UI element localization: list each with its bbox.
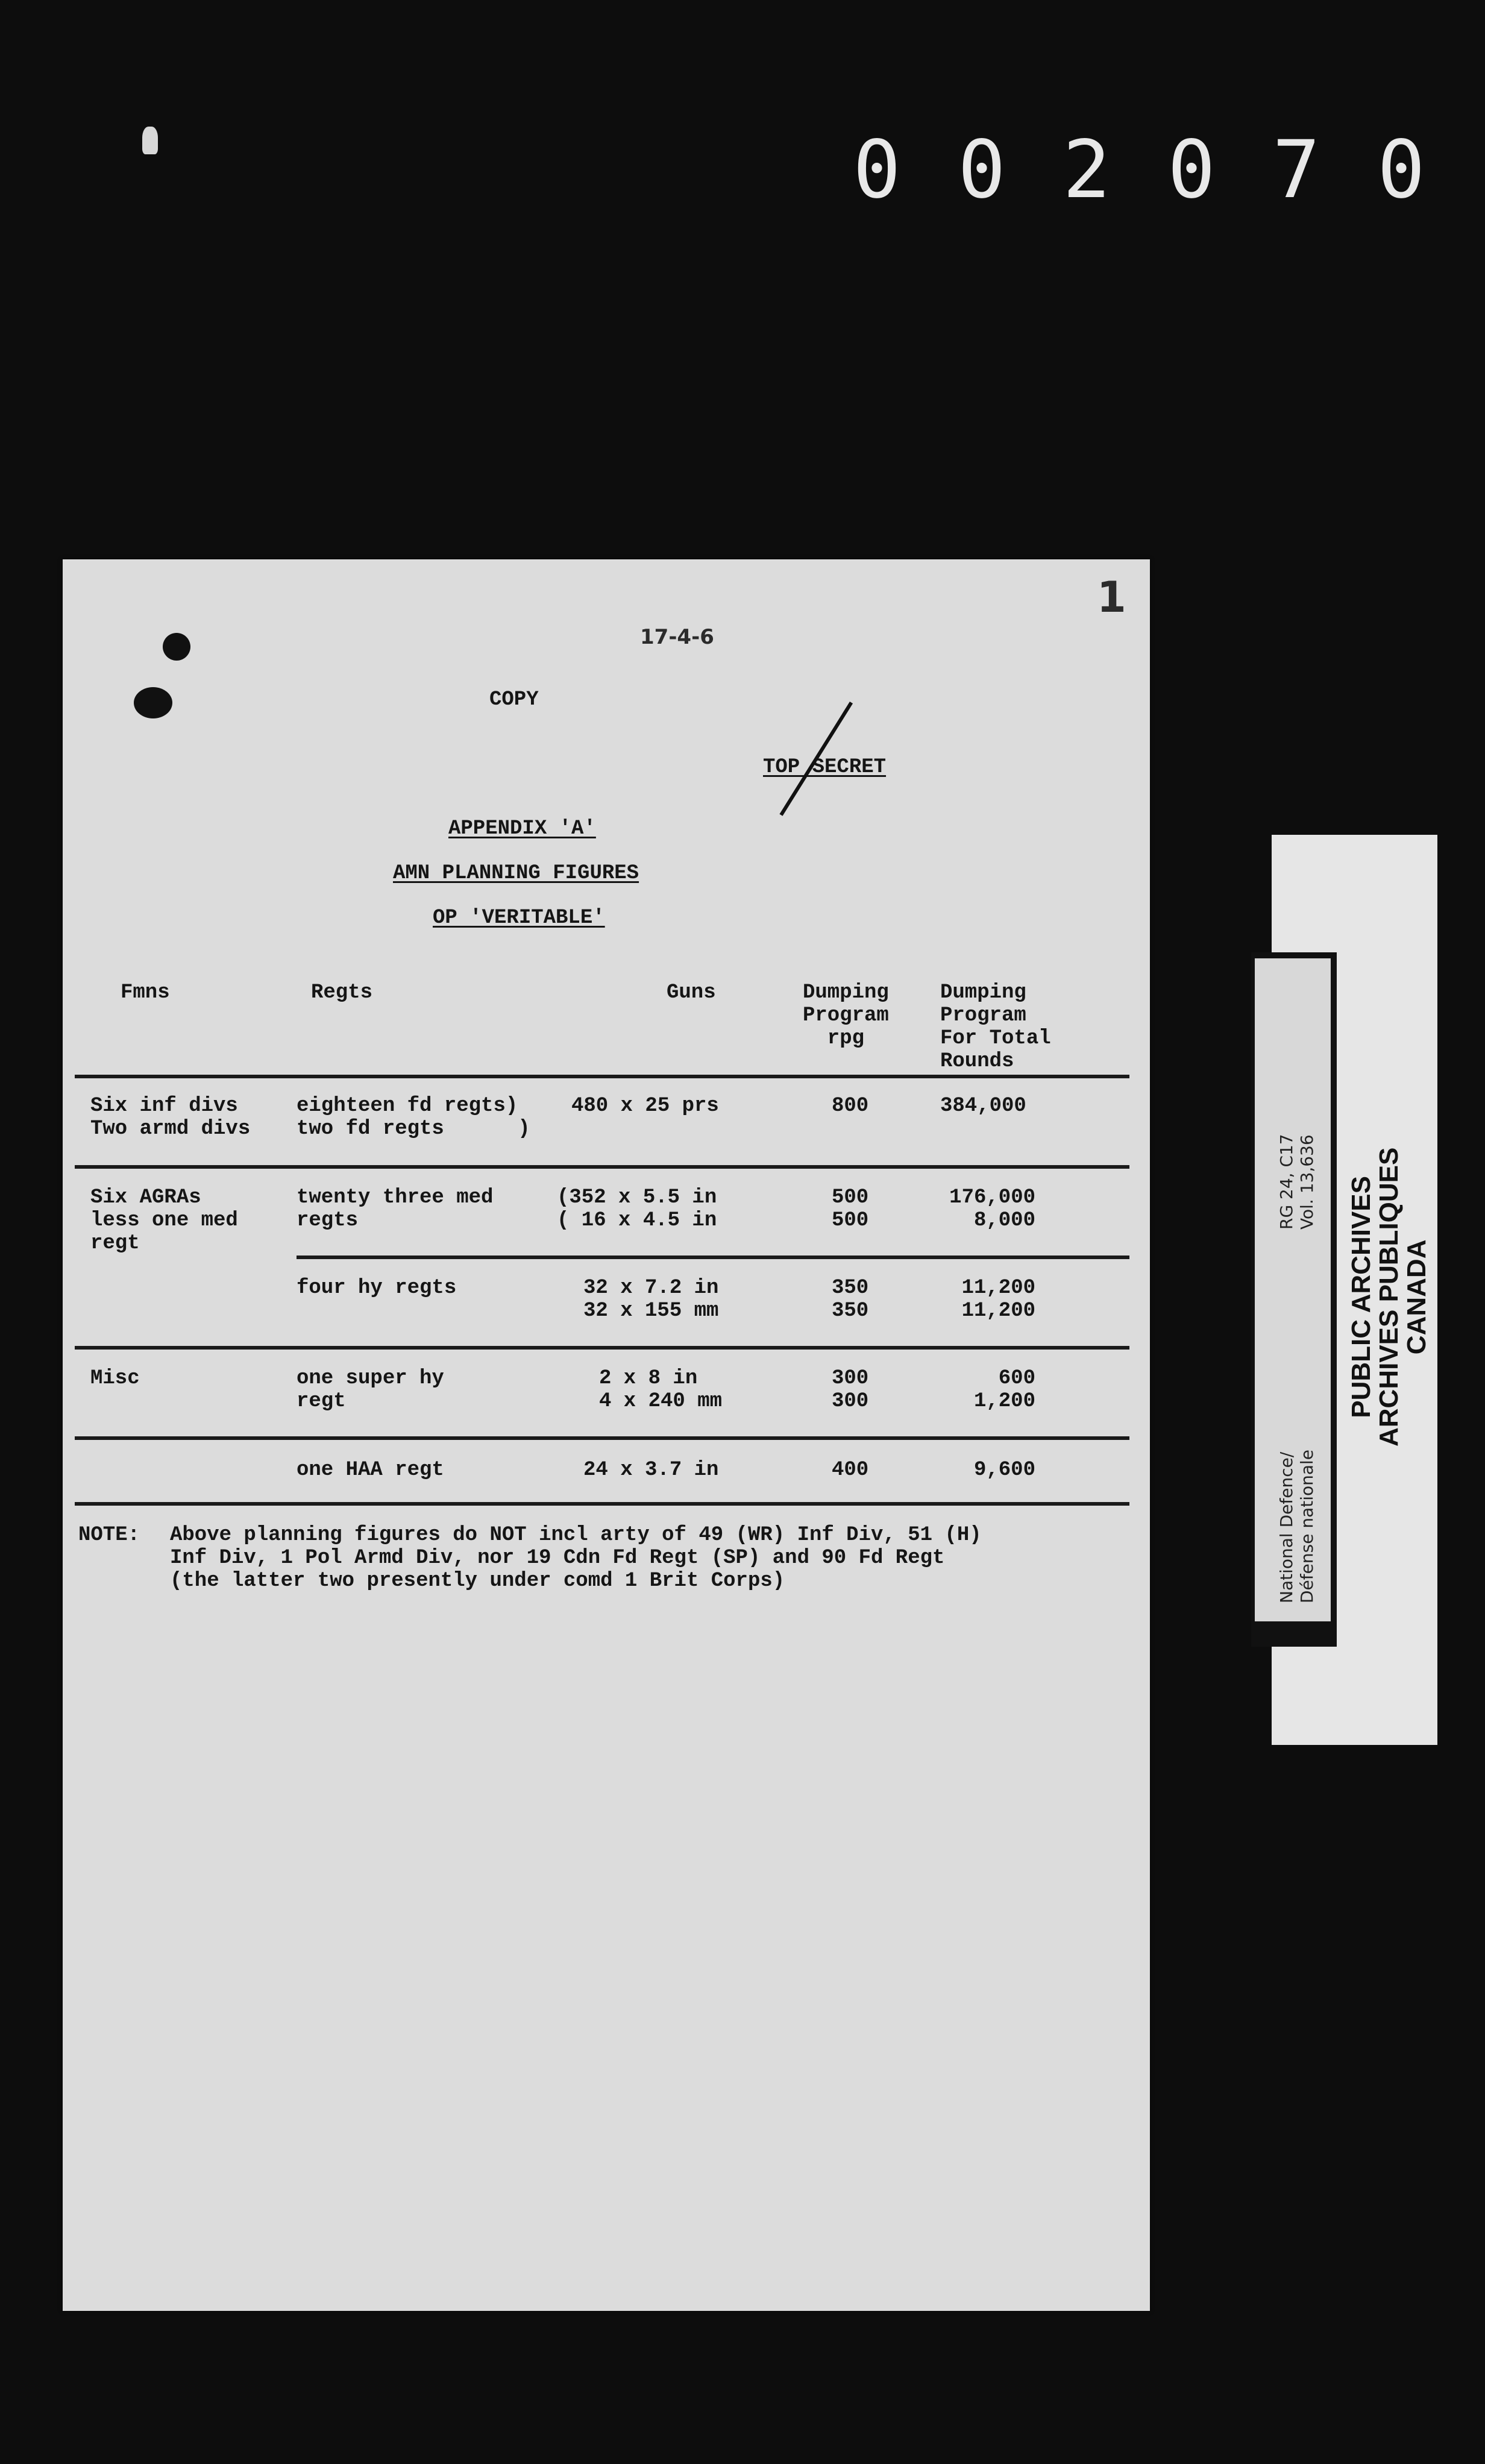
table-rule	[75, 1436, 1129, 1440]
cell-total: 176,000 8,000	[949, 1186, 1035, 1232]
frame-digit: 0	[958, 124, 1006, 216]
handwritten-page-number: 1	[1097, 573, 1126, 622]
cell-regts: eighteen fd regts) two fd regts )	[297, 1095, 530, 1140]
copy-label: COPY	[489, 688, 539, 711]
cell-rpg: 350 350	[832, 1277, 869, 1322]
cell-regts: twenty three med regts	[297, 1186, 494, 1232]
cell-fmns: Six AGRAs less one med regt	[90, 1186, 238, 1255]
cell-rpg: 300 300	[832, 1367, 869, 1413]
frame-digit: 0	[1167, 124, 1216, 216]
cell-regts: one super hy regt	[297, 1367, 444, 1413]
cell-regts: four hy regts	[297, 1277, 457, 1300]
cell-regts: one HAA regt	[297, 1459, 444, 1482]
note-text: Above planning figures do NOT incl arty of 49 (WR) Inf Div, 51 (H) Inf Div, 1 Pol Armd Div, nor 19 Cdn Fd Regt (SP) and 90 Fd Regt (the latter two presently under comd 1 Brit Corps)	[170, 1524, 982, 1592]
frame-number	[844, 124, 1434, 216]
col-header-regts: Regts	[311, 981, 373, 1004]
table-rule	[297, 1256, 1129, 1259]
cell-total: 9,600	[973, 1459, 1035, 1482]
punch-hole	[163, 633, 190, 661]
frame-digit: 2	[1063, 124, 1111, 216]
cell-guns: 2 x 8 in 4 x 240 mm	[599, 1367, 723, 1413]
col-header-total: Dumping Program For Total Rounds	[940, 981, 1051, 1073]
archive-department: National Defence/ Défense nationale	[1276, 1449, 1317, 1603]
frame-digit: 7	[1272, 124, 1320, 216]
cell-guns: 24 x 3.7 in	[583, 1459, 719, 1482]
col-header-guns: Guns	[667, 981, 716, 1004]
cell-rpg: 500 500	[832, 1186, 869, 1232]
cell-rpg: 400	[832, 1459, 869, 1482]
cell-total: 11,200 11,200	[961, 1277, 1035, 1322]
document-page	[63, 559, 1150, 2311]
cell-total: 384,000	[940, 1095, 1026, 1117]
cell-guns: (352 x 5.5 in ( 16 x 4.5 in	[557, 1186, 717, 1232]
table-rule	[75, 1075, 1129, 1078]
cell-total: 600 1,200	[973, 1367, 1035, 1413]
cell-fmns: Six inf divs Two armd divs	[90, 1095, 251, 1140]
title-line: OP 'VERITABLE'	[433, 907, 605, 929]
table-rule	[75, 1165, 1129, 1169]
cell-guns: 480 x 25 prs	[571, 1095, 719, 1117]
frame-digit: 0	[1377, 124, 1425, 216]
handwritten-ref: 17-4-6	[640, 625, 714, 649]
archive-reference: RG 24, C17 Vol. 13,636	[1276, 1134, 1317, 1230]
note-label: NOTE:	[78, 1524, 140, 1547]
film-marker	[142, 127, 158, 154]
table-rule	[75, 1502, 1129, 1506]
col-header-rpg: Dumping Program rpg	[803, 981, 889, 1050]
archive-name: PUBLIC ARCHIVES ARCHIVES PUBLIQUES CANADA	[1346, 1147, 1431, 1447]
title-line: APPENDIX 'A'	[448, 817, 596, 840]
punch-hole	[134, 687, 172, 718]
classification: TOP SECRET	[763, 756, 887, 779]
cell-fmns: Misc	[90, 1367, 140, 1390]
table-rule	[75, 1346, 1129, 1350]
frame-digit: 0	[853, 124, 901, 216]
col-header-fmns: Fmns	[121, 981, 170, 1004]
cell-guns: 32 x 7.2 in 32 x 155 mm	[583, 1277, 719, 1322]
cell-rpg: 800	[832, 1095, 869, 1117]
title-line: AMN PLANNING FIGURES	[393, 862, 639, 885]
